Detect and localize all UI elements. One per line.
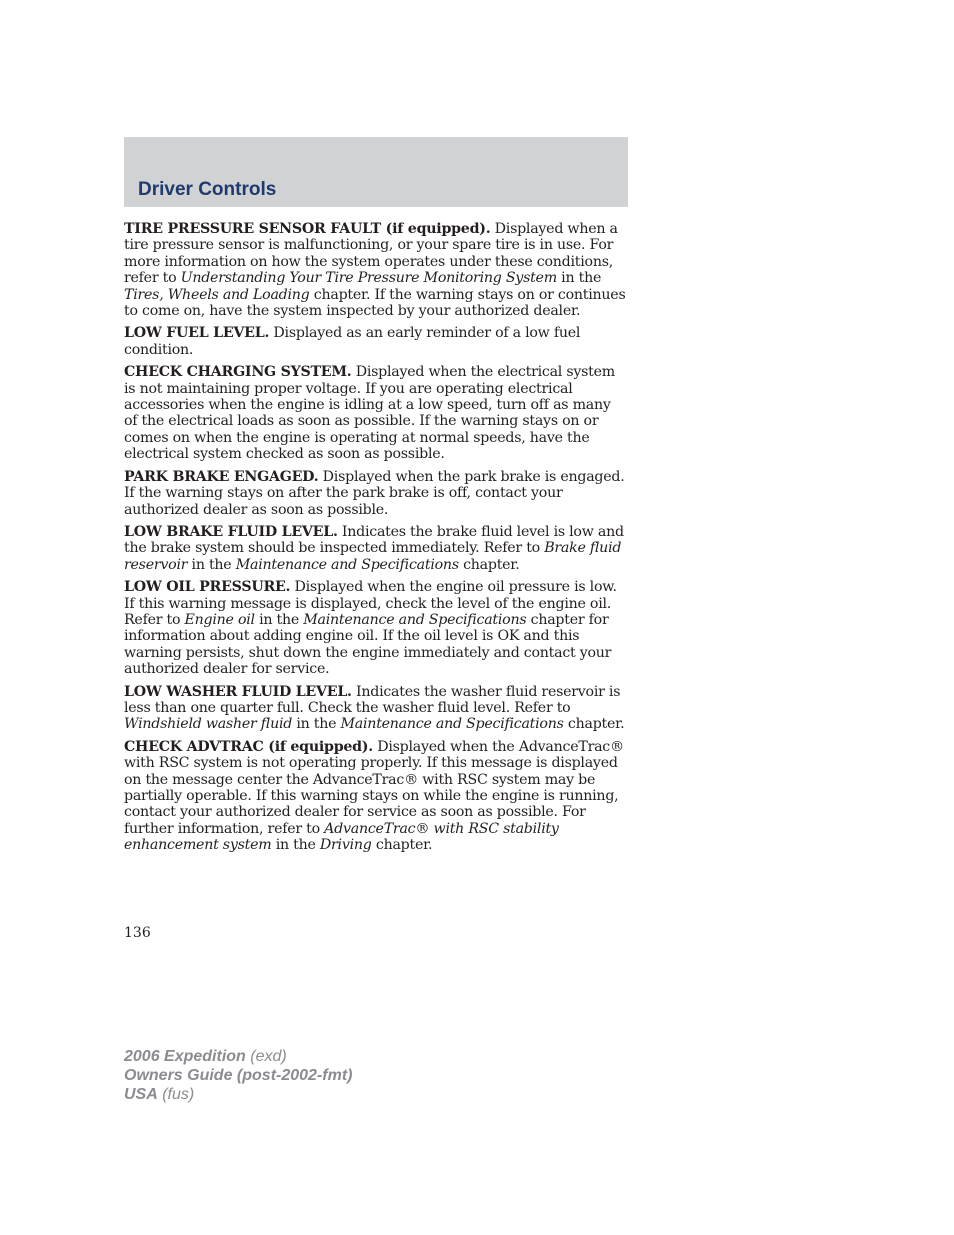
cross-reference: Maintenance and Specifications (235, 556, 459, 573)
page-number: 136 (124, 925, 151, 941)
section-title: Driver Controls (138, 179, 277, 200)
paragraph-heading: PARK BRAKE ENGAGED. (124, 468, 319, 485)
paragraph-low-brake-fluid-level: LOW BRAKE FLUID LEVEL. Indicates the brake fluid level is low and the brake system should be inspected immediately. Refer to Brake fluid reservoir in the Maintenance and Specifications chapter. (124, 523, 624, 573)
cross-reference: Brake fluid reservoir (124, 540, 622, 573)
cross-reference: AdvanceTrac® with RSC stability enhancement system (124, 820, 559, 854)
cross-reference: Understanding Your Tire Pressure Monitoring System (180, 270, 557, 287)
document-footer (124, 1047, 352, 1104)
paragraph-tire-pressure-sensor-fault: TIRE PRESSURE SENSOR FAULT (if equipped). Displayed when a tire pressure sensor is malfunctioning, or your spare tire is in use. For more information on how the system operates under these conditions, refer to Understanding Your Tire Pressure Monitoring System in the Tires, Wheels and Loading chapter. If the warning stays on or continues to come on, have the system inspected by your authorized dealer. (124, 221, 626, 320)
paragraph-park-brake-engaged: PARK BRAKE ENGAGED. Displayed when the park brake is engaged. If the warning stays on after the park brake is off, contact your authorized dealer as soon as possible. (124, 468, 625, 518)
cross-reference: Engine oil (184, 611, 255, 628)
paragraph-check-advtrac: CHECK ADVTRAC (if equipped). Displayed when the AdvanceTrac® with RSC system is not operating properly. If this message is displayed on the message center the AdvanceTrac® with RSC system may be partially operable. If this warning stays on while the engine is running, contact your authorized dealer for service as soon as possible. For further information, refer to AdvanceTrac® with RSC stability enhancement system in the Driving chapter. (124, 738, 624, 854)
paragraph-heading: CHECK ADVTRAC (if equipped). (124, 738, 373, 755)
cross-reference: Windshield washer fluid (124, 716, 293, 733)
cross-reference: Maintenance and Specifications (340, 716, 564, 733)
paragraph-heading: LOW BRAKE FLUID LEVEL. (124, 523, 338, 540)
footer-line-guide: Owners Guide (post-2002-fmt) (124, 1067, 353, 1084)
cross-reference: Maintenance and Specifications (303, 611, 527, 628)
paragraph-low-fuel-level: LOW FUEL LEVEL. Displayed as an early reminder of a low fuel condition. (124, 325, 581, 358)
footer-line-model: 2006 Expedition (exd) (124, 1048, 287, 1065)
paragraph-heading: LOW FUEL LEVEL. (124, 325, 270, 342)
paragraph-low-oil-pressure: LOW OIL PRESSURE. Displayed when the engine oil pressure is low. If this warning message is displayed, check the level of the engine oil. Refer to Engine oil in the Maintenance and Specifications chapter for information about adding engine oil. If the oil level is OK and this warning persists, shut down the engine immediately and contact your authorized dealer for service. (124, 579, 617, 678)
body-text (124, 221, 628, 860)
paragraph-check-charging-system: CHECK CHARGING SYSTEM. Displayed when the electrical system is not maintaining proper voltage. If you are operating electrical accessories when the engine is idling at a low speed, turn off as many of the electrical loads as soon as possible. If the warning stays on or comes on when the engine is operating at normal speeds, have the electrical system checked as soon as possible. (124, 364, 615, 463)
paragraph-heading: LOW WASHER FLUID LEVEL. (124, 683, 352, 700)
paragraph-low-washer-fluid-level: LOW WASHER FLUID LEVEL. Indicates the washer fluid reservoir is less than one quarter full. Check the washer fluid level. Refer to Windshield washer fluid in the Maintenance and Specifications chapter. (124, 683, 625, 733)
cross-reference: Tires, Wheels and Loading (124, 286, 310, 303)
cross-reference: Driving (319, 837, 372, 854)
paragraph-heading: CHECK CHARGING SYSTEM. (124, 364, 352, 381)
section-header-bar (124, 137, 628, 207)
footer-line-market: USA (fus) (124, 1086, 195, 1103)
paragraph-heading: LOW OIL PRESSURE. (124, 579, 291, 596)
paragraph-heading: TIRE PRESSURE SENSOR FAULT (if equipped). (124, 221, 491, 237)
